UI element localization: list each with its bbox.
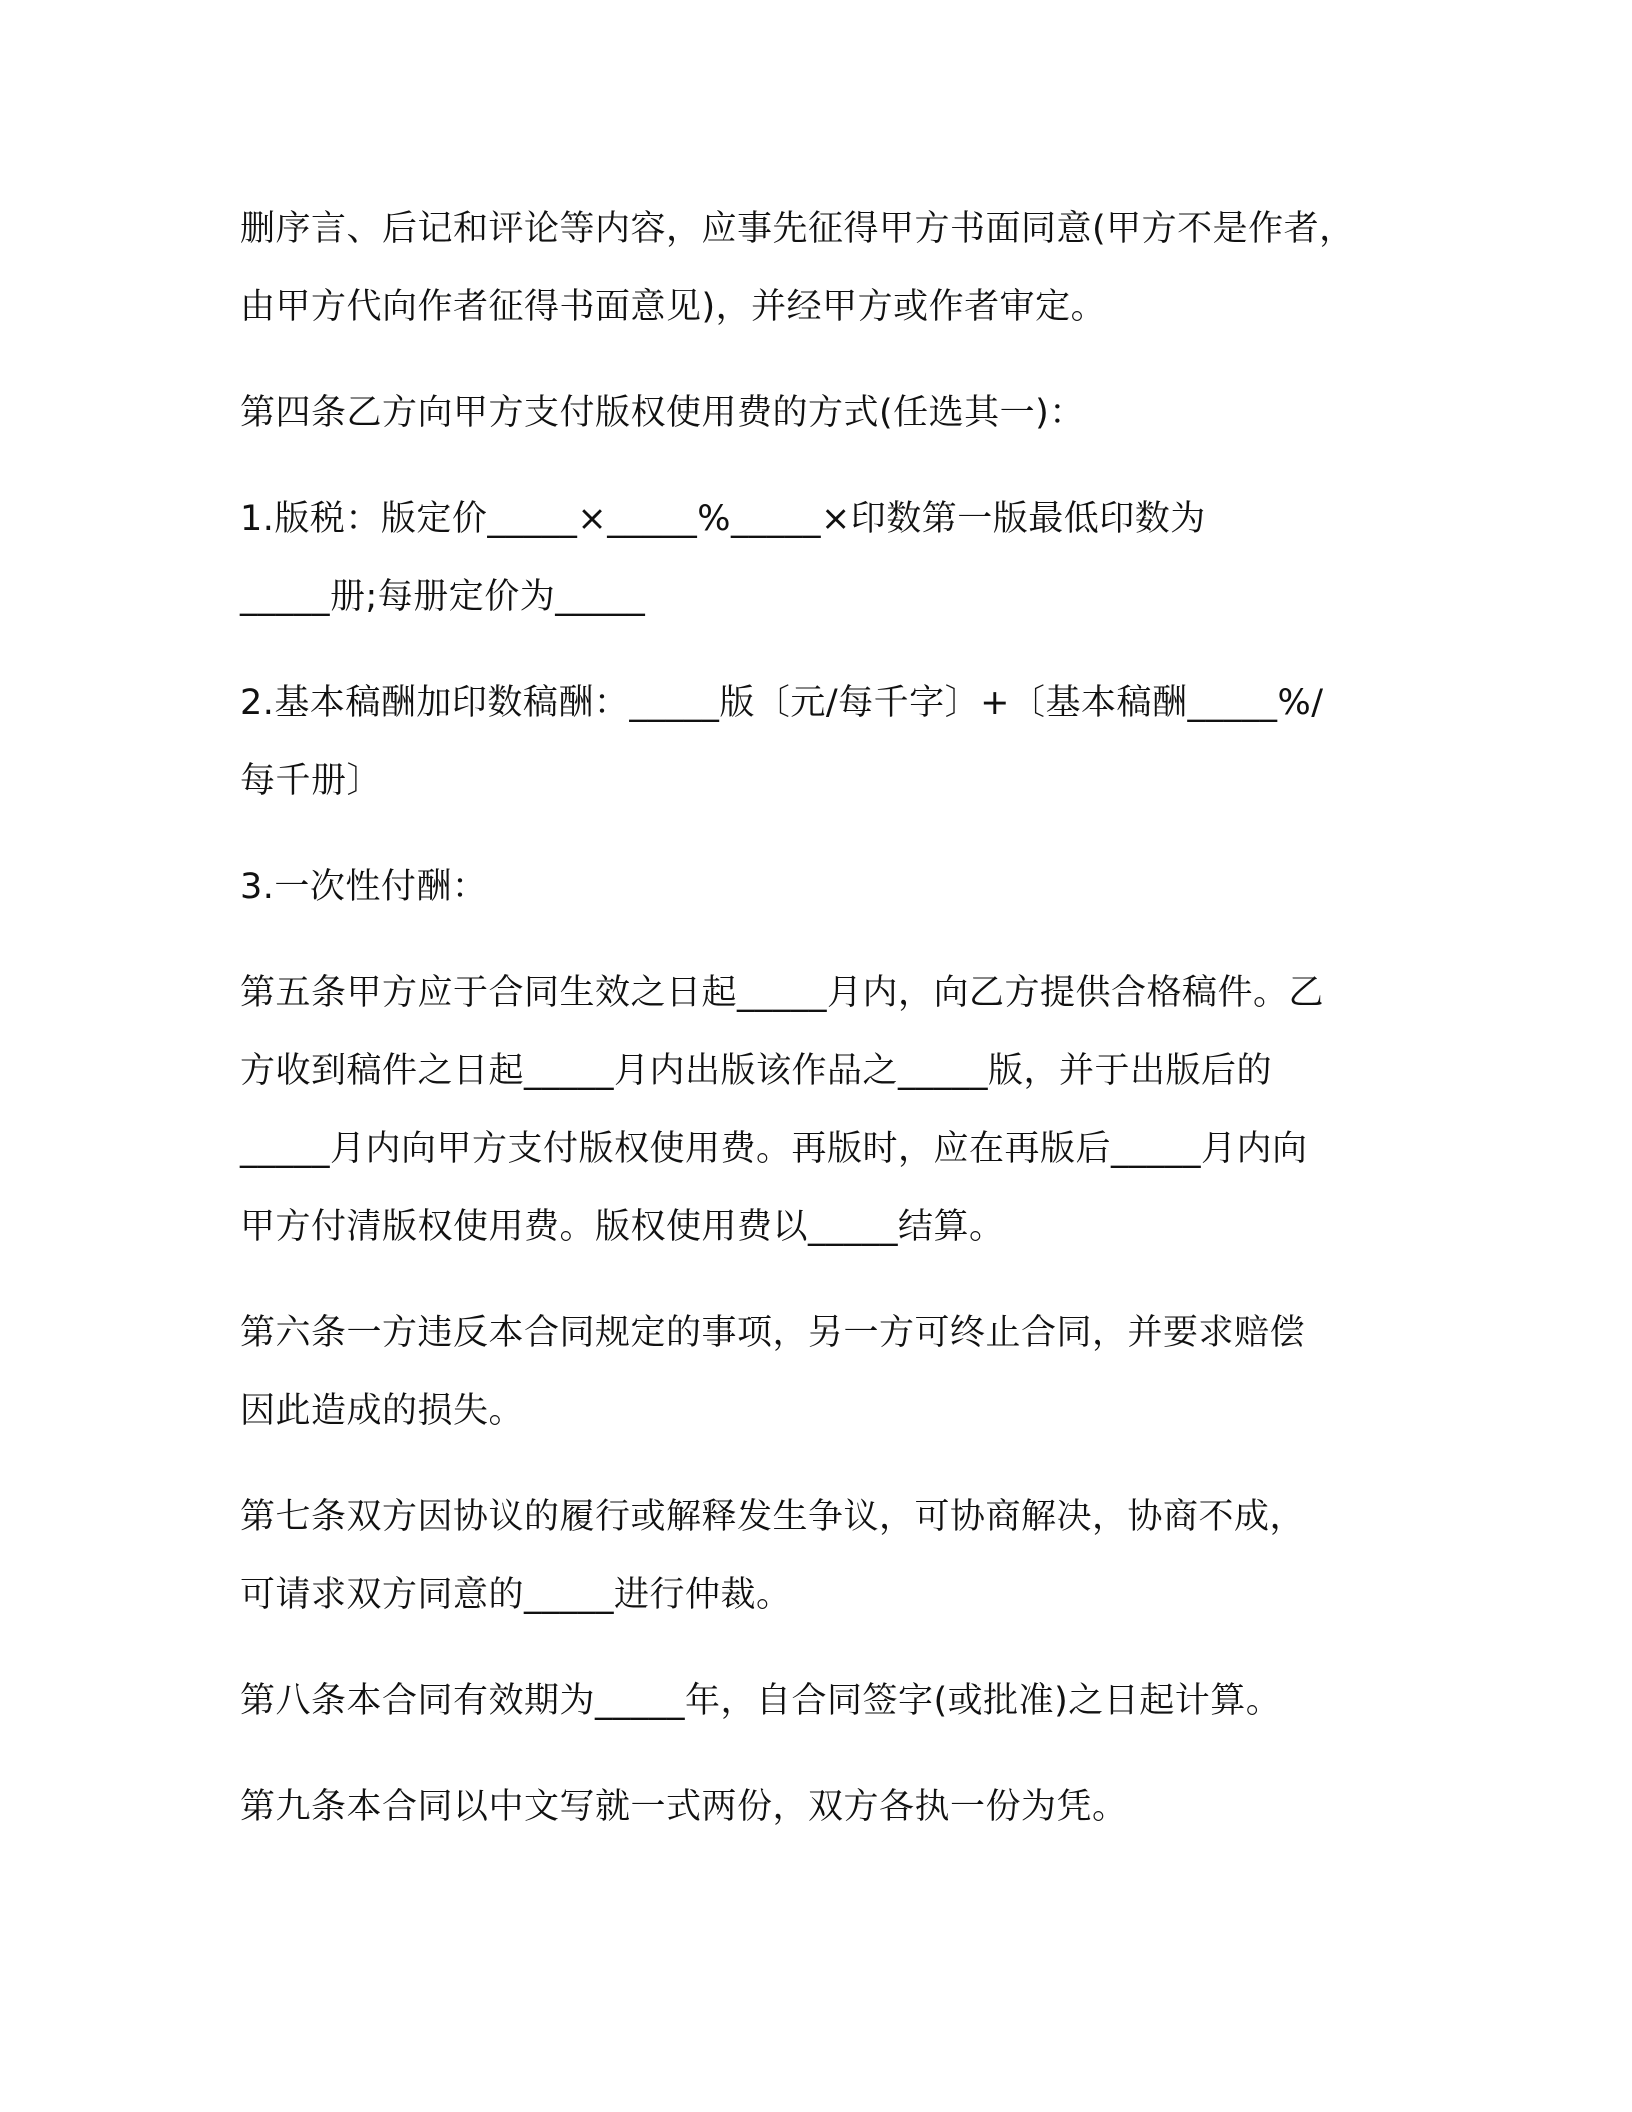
- paragraph-article-6: [240, 1294, 1400, 1450]
- text-line: 因此造成的损失。: [240, 1391, 525, 1431]
- text-line: 第九条本合同以中文写就一式两份，双方各执一份为凭。: [240, 1787, 1128, 1827]
- text-line: 删序言、后记和评论等内容，应事先征得甲方书面同意(甲方不是作者，: [240, 209, 1355, 249]
- paragraph-article-7: [240, 1478, 1400, 1634]
- text-line: 3.一次性付酬：: [240, 867, 488, 907]
- text-line: 甲方付清版权使用费。版权使用费以_____结算。: [240, 1207, 1005, 1247]
- paragraph-article-5: [240, 954, 1400, 1266]
- paragraph-article-9: [240, 1768, 1400, 1846]
- text-line: 方收到稿件之日起_____月内出版该作品之_____版，并于出版后的: [240, 1051, 1273, 1091]
- paragraph-option-basic-fee: [240, 664, 1400, 820]
- text-line: 1.版税：版定价_____×_____%_____×印数第一版最低印数为: [240, 499, 1206, 539]
- text-line: 由甲方代向作者征得书面意见)，并经甲方或作者审定。: [240, 287, 1107, 327]
- text-line: 第四条乙方向甲方支付版权使用费的方式(任选其一)：: [240, 393, 1085, 433]
- text-line: 2.基本稿酬加印数稿酬：_____版〔元/每千字〕+〔基本稿酬_____%/: [240, 683, 1324, 723]
- text-line: 第五条甲方应于合同生效之日起_____月内，向乙方提供合格稿件。乙: [240, 973, 1325, 1013]
- paragraph-option-lump-sum: [240, 848, 1400, 926]
- paragraph-article-8: [240, 1662, 1400, 1740]
- paragraph-preface-consent: [240, 190, 1400, 346]
- paragraph-article-4-heading: [240, 374, 1400, 452]
- text-line: 可请求双方同意的_____进行仲裁。: [240, 1575, 792, 1615]
- text-line: 每千册〕: [240, 761, 383, 801]
- text-line: 第六条一方违反本合同规定的事项，另一方可终止合同，并要求赔偿: [240, 1313, 1306, 1353]
- text-line: 第八条本合同有效期为_____年，自合同签字(或批准)之日起计算。: [240, 1681, 1282, 1721]
- text-line: _____月内向甲方支付版权使用费。再版时，应在再版后_____月内向: [240, 1129, 1308, 1169]
- paragraph-option-royalty: [240, 480, 1400, 636]
- text-line: 第七条双方因协议的履行或解释发生争议，可协商解决，协商不成，: [240, 1497, 1306, 1537]
- document-body: [240, 190, 1400, 1874]
- text-line: _____册;每册定价为_____: [240, 577, 646, 617]
